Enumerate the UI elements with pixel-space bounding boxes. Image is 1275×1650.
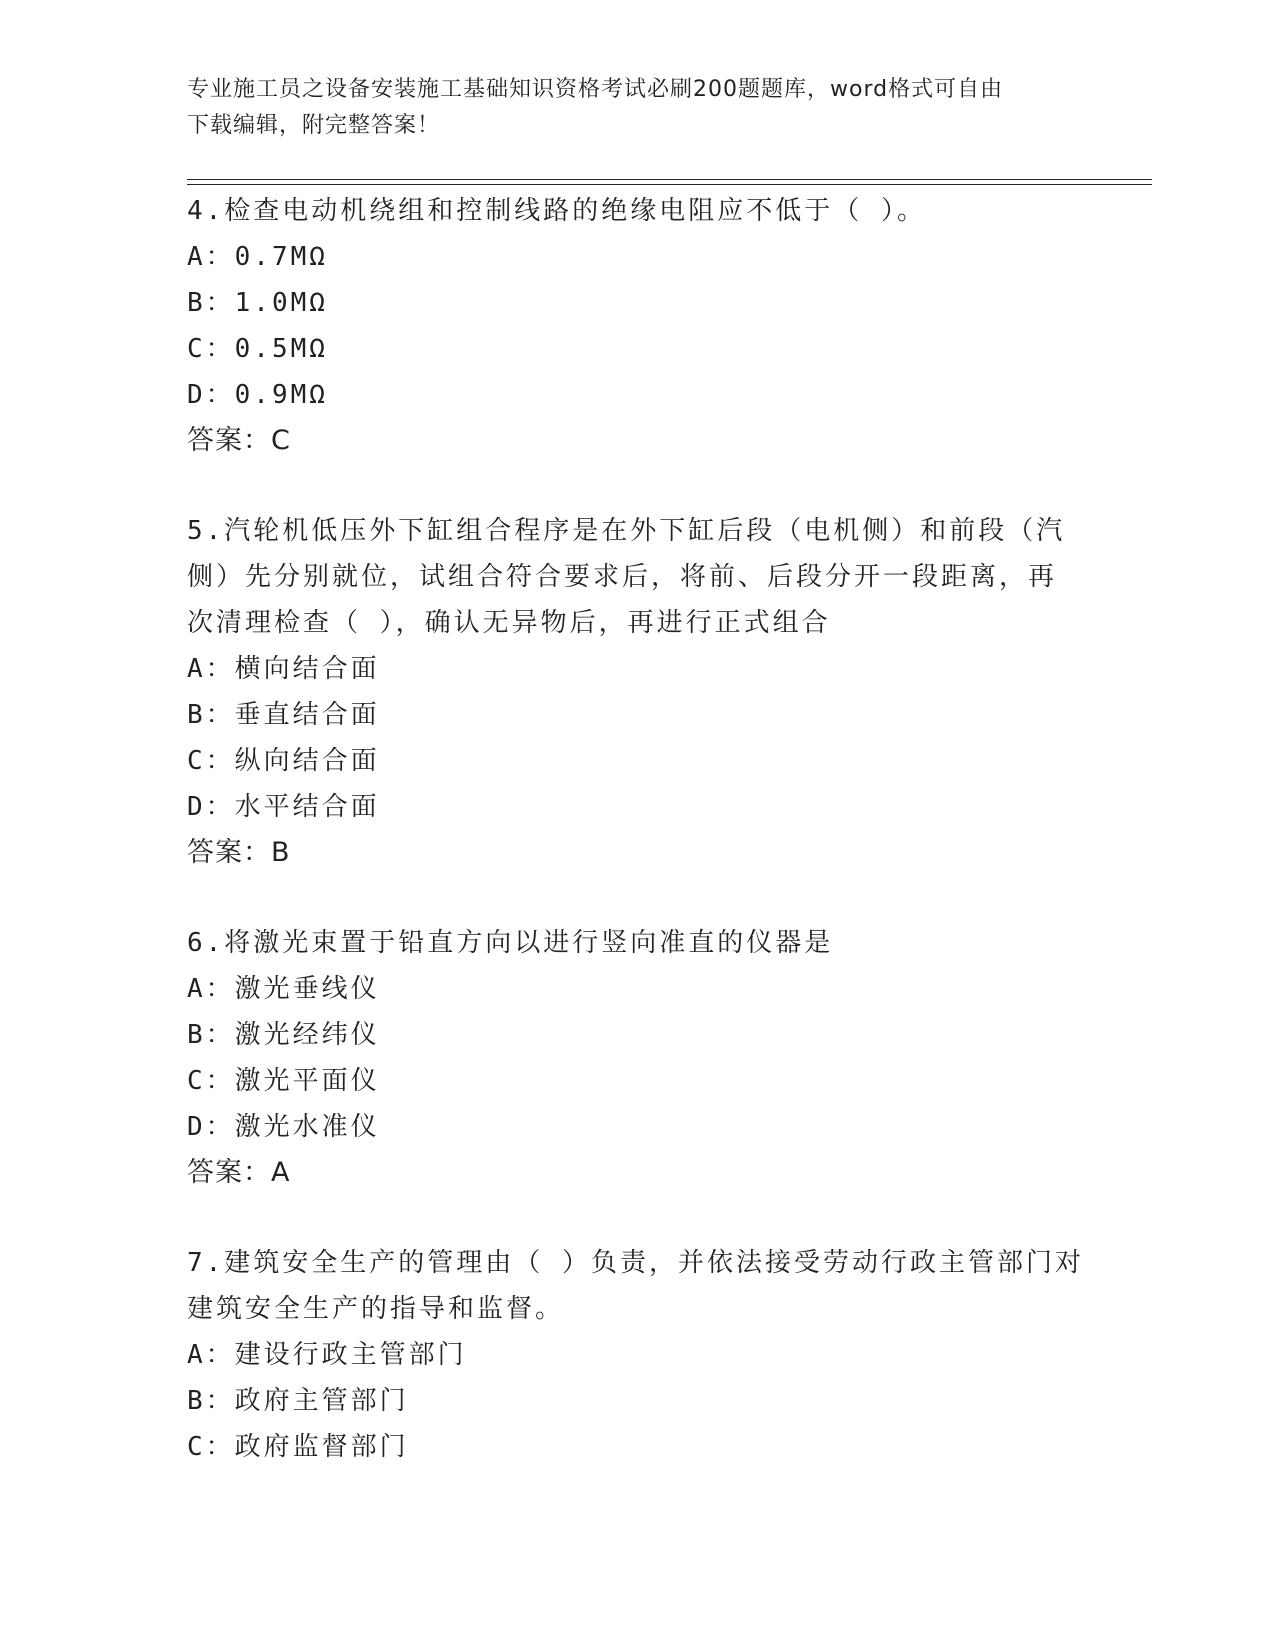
option-d: D：激光水准仪 [187,1112,380,1142]
option-c: C：0.5MΩ [187,334,328,364]
option-c: C：政府监督部门 [187,1432,409,1462]
option-a: A：横向结合面 [187,654,380,684]
question-stem: 侧）先分别就位，试组合符合要求后，将前、后段分开一段距离，再 [187,562,1058,592]
page-header [187,72,1087,144]
question-7 [187,1240,1087,1470]
header-line-1: 专业施工员之设备安装施工基础知识资格考试必刷200题题库，word格式可自由 [187,77,1004,102]
option-c: C：激光平面仪 [187,1066,380,1096]
option-c: C：纵向结合面 [187,746,380,776]
question-stem: 7.建筑安全生产的管理由（ ）负责，并依法接受劳动行政主管部门对 [187,1248,1084,1278]
option-b: B：1.0MΩ [187,288,328,318]
option-a: A：0.7MΩ [187,242,328,272]
answer: 答案：A [187,1157,291,1188]
option-d: D：水平结合面 [187,792,380,822]
option-d: D：0.9MΩ [187,380,328,410]
question-6 [187,920,1087,1196]
question-stem: 5.汽轮机低压外下缸组合程序是在外下缸后段（电机侧）和前段（汽 [187,516,1066,546]
question-stem: 6.将激光束置于铅直方向以进行竖向准直的仪器是 [187,928,834,958]
question-4 [187,188,1087,464]
answer: 答案：B [187,837,291,868]
option-a: A：建设行政主管部门 [187,1340,467,1370]
question-5 [187,508,1087,876]
option-b: B：垂直结合面 [187,700,380,730]
question-stem: 建筑安全生产的指导和监督。 [187,1294,565,1324]
option-b: B：激光经纬仪 [187,1020,380,1050]
question-list [187,188,1087,1514]
answer: 答案：C [187,425,291,456]
header-divider-bottom [187,184,1152,185]
question-stem: 次清理检查（ ），确认无异物后，再进行正式组合 [187,608,831,638]
question-stem: 4.检查电动机绕组和控制线路的绝缘电阻应不低于（ ）。 [187,196,926,226]
option-b: B：政府主管部门 [187,1386,409,1416]
header-line-2: 下载编辑，附完整答案！ [187,113,441,138]
header-divider-top [187,179,1152,180]
option-a: A：激光垂线仪 [187,974,380,1004]
